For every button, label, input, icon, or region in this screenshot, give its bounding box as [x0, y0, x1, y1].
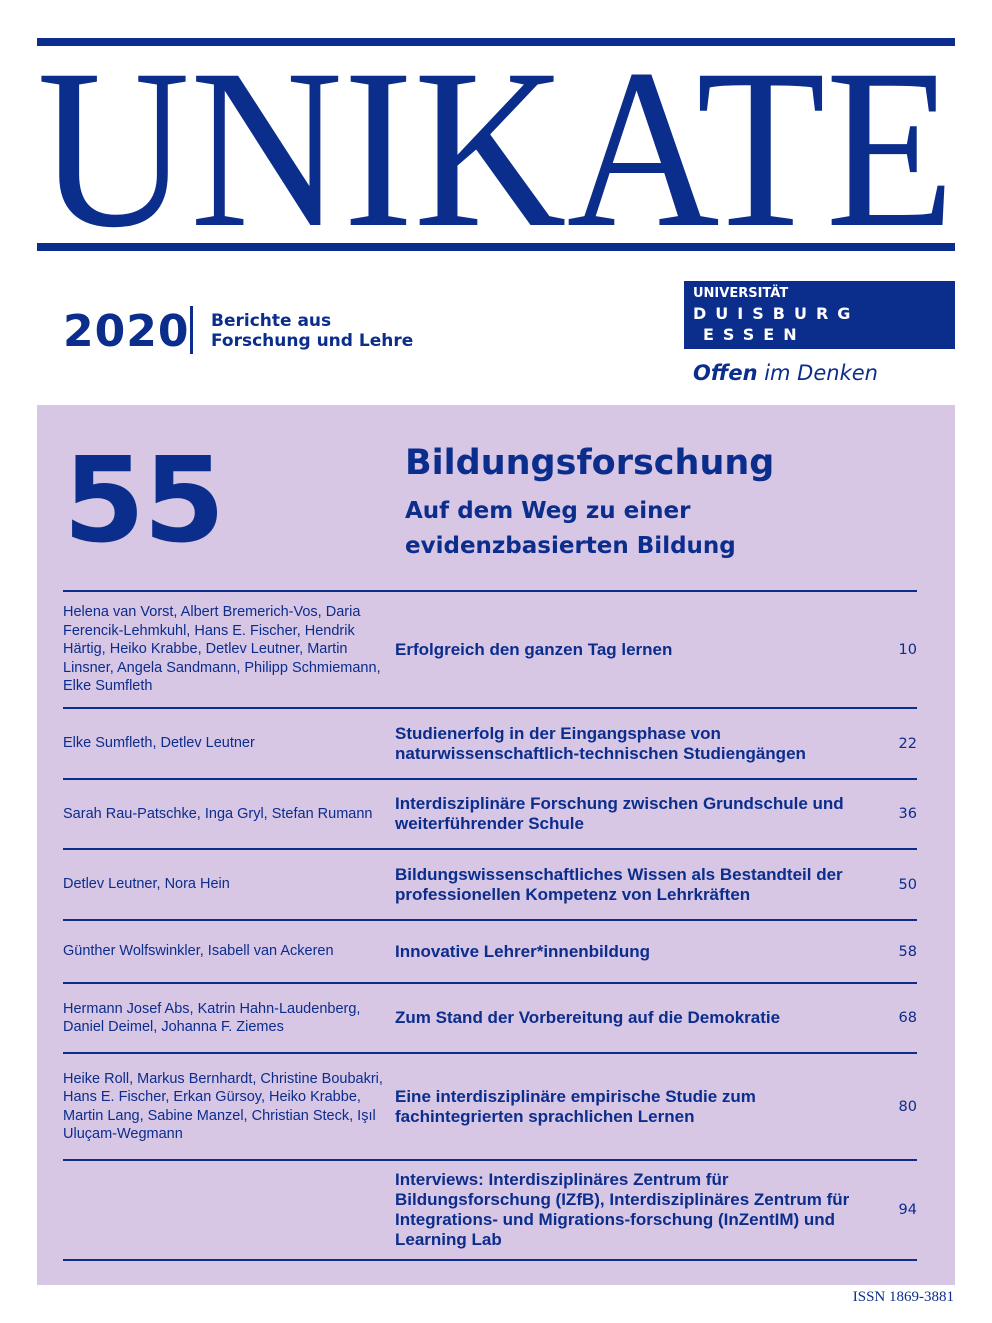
entry-page: 94 [898, 1202, 917, 1218]
logo-line: ESSEN [703, 325, 806, 344]
entry-authors: Hermann Josef Abs, Katrin Hahn-Laudenberg, Daniel Deimel, Johanna F. Ziemes [63, 1000, 361, 1035]
issue-theme-subtitle: Auf dem Weg zu einer evidenzbasierten Bildung [405, 498, 736, 559]
subtitle-line: Forschung und Lehre [211, 331, 414, 351]
divider [190, 306, 193, 354]
masthead-rule-top [37, 38, 955, 46]
contents-entry [63, 592, 917, 707]
masthead-title [37, 50, 955, 240]
subtitle-line: Berichte aus [211, 311, 332, 331]
contents-entry [63, 780, 917, 848]
entry-page: 10 [898, 641, 917, 658]
issue-theme: Bildungsforschung [405, 443, 775, 483]
entry-page: 80 [898, 1098, 917, 1115]
entry-title: Interviews: Interdisziplinäres Zentrum für Bildungsforschung (IZfB), Interdisziplinäres Zentrum für Integrations- und Migrations-forschung (InZentIM) und Learning Lab [395, 1170, 850, 1249]
contents-entry [63, 850, 917, 919]
series-subtitle [211, 311, 413, 351]
entry-page: 58 [898, 943, 917, 960]
separator [63, 1259, 917, 1261]
entry-authors: Heike Roll, Markus Bernhardt, Christine Boubakri, Hans E. Fischer, Erkan Gürsoy, Heiko Krabbe, Martin Lang, Sabine Manzel, Christian Steck, Işıl Uluçam-Wegmann [63, 1070, 383, 1142]
entry-authors: Günther Wolfswinkler, Isabell van Ackeren [63, 943, 334, 960]
entry-page: 68 [898, 1010, 917, 1026]
university-logo [684, 281, 955, 349]
contents-entry [63, 921, 917, 982]
entry-title: Eine interdisziplinäre empirische Studie zum fachintegrierten sprachlichen Lernen [395, 1086, 756, 1126]
issn: ISSN 1869-3881 [852, 1289, 954, 1305]
contents-entry [63, 1161, 917, 1259]
contents-entry [63, 709, 917, 778]
logo-line: DUISBURG [693, 304, 860, 323]
entry-authors: Helena van Vorst, Albert Bremerich-Vos, Daria Ferencik-Lehmkuhl, Hans E. Fischer, Hendrik Härtig, Heiko Krabbe, Detlev Leutner, Martin Linsner, Angela Sandmann, Philipp Schmiemann, Elke Sumfleth [63, 604, 381, 695]
entry-authors: Elke Sumfleth, Detlev Leutner [63, 735, 255, 752]
entry-title: Zum Stand der Vorbereitung auf die Demokratie [395, 1008, 781, 1027]
entry-page: 36 [898, 806, 917, 822]
entry-page: 50 [898, 876, 917, 893]
contents-entry [63, 1054, 917, 1159]
logo-line: UNIVERSITÄT [693, 286, 789, 301]
entry-title: Innovative Lehrer*innenbildung [395, 941, 651, 961]
entry-page: 22 [898, 735, 917, 752]
slogan-bold: Offen [693, 361, 758, 385]
contents-entry [63, 984, 917, 1052]
entry-authors: Sarah Rau-Patschke, Inga Gryl, Stefan Rumann [63, 805, 373, 822]
year: 2020 [63, 306, 190, 357]
slogan-rest: im Denken [757, 361, 878, 385]
entry-title: Studienerfolg in der Eingangsphase von naturwissenschaftlich-technischen Studiengängen [395, 723, 806, 763]
entry-title: Interdisziplinäre Forschung zwischen Grundschule und weiterführender Schule [395, 794, 844, 833]
entry-authors: Detlev Leutner, Nora Hein [63, 876, 230, 893]
slogan [693, 361, 878, 385]
masthead-rule-bottom [37, 243, 955, 251]
entry-title: Bildungswissenschaftliches Wissen als Bestandteil der professionellen Kompetenz von Lehrkräften [395, 864, 843, 904]
masthead-title-text: UNIKATE [37, 50, 955, 240]
issue-number: 55 [63, 431, 224, 569]
entry-title: Erfolgreich den ganzen Tag lernen [395, 639, 673, 659]
